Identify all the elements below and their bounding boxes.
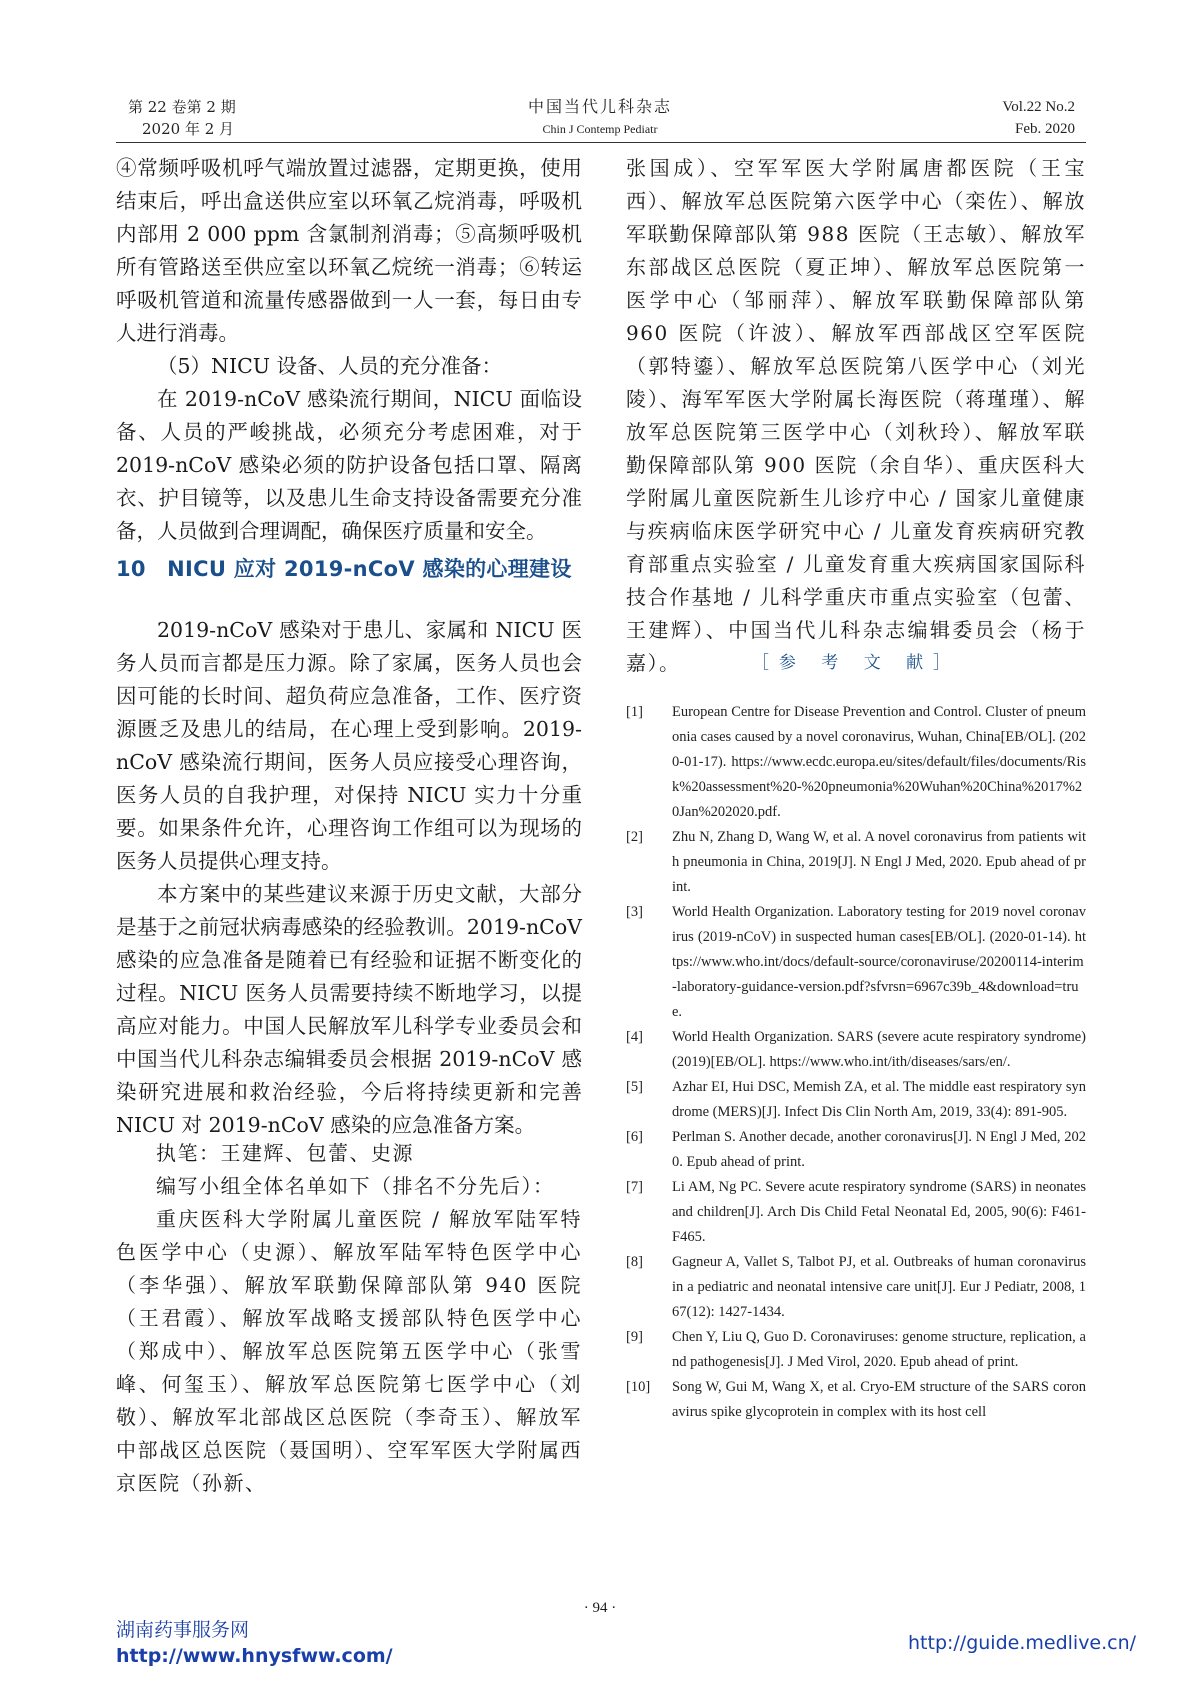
journal-issue-info <box>128 96 328 140</box>
page-number: · 94 · <box>583 1600 617 1616</box>
site-name: 湖南药事服务网 <box>116 1619 250 1641</box>
references-title: ［参 考 文 献］ <box>751 653 961 673</box>
journal-title-en: Chin J Contemp Pediatr <box>542 122 658 136</box>
reference-list <box>626 700 1086 1425</box>
reference-item <box>626 1175 1086 1250</box>
reference-number: [1] <box>626 704 643 720</box>
member-list-continued: 张国成）、空军军医大学附属唐都医院（王宝西）、解放军总医院第六医学中心（栾佐）、解放军联勤保障部队第 988 医院（王志敏）、解放军东部战区总医院（夏正坤）、解放军总医院第一医学中心（邹丽萍）、解放军联勤保障部队第 960 医院（许波）、解放军西部战区空军医院（郭特鎏）、解放军总医院第八医学中心（刘光陵）、海军军医大学附属长海医院（蒋瑾瑾）、解放军总医院第三医学中心（刘秋玲）、解放军联勤保障部队第 900 医院（余自华）、重庆医科大学附属儿童医院新生儿诊疗中心 / 国家儿童健康与疾病临床医学研究中心 / 儿童发育疾病研究教育部重点实验室 / 儿童发育重大疾病国家国际科技合作基地 / 儿科学重庆市重点实验室（包蕾、王建辉）、中国当代儿科杂志编辑委员会（杨于嘉）。 <box>626 156 1086 675</box>
reference-text: Azhar EI, Hui DSC, Memish ZA, et al. The middle east respiratory syndrome (MERS)[J]. Infect Dis Clin North Am, 2019, 33(4): 891-905. <box>672 1079 1086 1120</box>
journal-title-cn: 中国当代儿科杂志 <box>527 97 672 116</box>
journal-volume-en <box>940 96 1075 140</box>
paragraph: ④常频呼吸机呼气端放置过滤器，定期更换，使用结束后，呼出盒送供应室以环氧乙烷消毒，呼吸机内部用 2 000 ppm 含氯制剂消毒；⑤高频呼吸机所有管路送至供应室以环氧乙烷统一消毒；⑥转运呼吸机管道和流量传感器做到一人一套，每日由专人进行消毒。 <box>116 156 582 345</box>
reference-number: [4] <box>626 1029 643 1045</box>
reference-number: [8] <box>626 1254 643 1270</box>
reference-text: World Health Organization. SARS (severe acute respiratory syndrome) (2019)[EB/OL]. https://www.who.int/ith/diseases/sars/en/. <box>672 1029 1086 1070</box>
reference-item <box>626 1375 1086 1425</box>
paragraph: 在 2019-nCoV 感染流行期间，NICU 面临设备、人员的严峻挑战，必须充分考虑困难，对于 2019-nCoV 感染必须的防护设备包括口罩、隔离衣、护目镜等，以及患儿生命支持设备需要充分准备，人员做到合理调配，确保医疗质量和安全。 <box>116 387 582 543</box>
reference-number: [5] <box>626 1079 643 1095</box>
reference-text: Zhu N, Zhang D, Wang W, et al. A novel coronavirus from patients with pneumonia in China, 2019[J]. N Engl J Med, 2020. Epub ahead of print. <box>672 829 1086 895</box>
reference-text: Perlman S. Another decade, another coronavirus[J]. N Engl J Med, 2020. Epub ahead of print. <box>672 1129 1086 1170</box>
journal-title <box>440 96 760 140</box>
reference-item <box>626 900 1086 1025</box>
reference-number: [7] <box>626 1179 643 1195</box>
left-column-body <box>116 614 582 1142</box>
reference-text: Song W, Gui M, Wang X, et al. Cryo-EM structure of the SARS coronavirus spike glycoprotein in complex with its host cell <box>672 1379 1086 1420</box>
paragraph: 本方案中的某些建议来源于历史文献，大部分是基于之前冠状病毒感染的经验教训。2019-nCoV 感染的应急准备是随着已有经验和证据不断变化的过程。NICU 医务人员需要持续不断地学习，以提高应对能力。中国人民解放军儿科学专业委员会和中国当代儿科杂志编辑委员会根据 2019-nCoV 感染研究进展和救治经验，今后将持续更新和完善 NICU 对 2019-nCoV 感染的应急准备方案。 <box>116 882 582 1137</box>
reference-item <box>626 825 1086 900</box>
reference-text: Gagneur A, Vallet S, Talbot PJ, et al. Outbreaks of human coronavirus in a pediatric and neonatal intensive care unit[J]. Eur J Pediatr, 2008, 167(12): 1427-1434. <box>672 1254 1086 1320</box>
reference-number: [2] <box>626 829 643 845</box>
footer-url-link[interactable]: http://guide.medlive.cn/ <box>908 1632 1137 1654</box>
right-column <box>626 152 1086 680</box>
reference-item <box>626 1250 1086 1325</box>
author-block <box>116 1137 582 1500</box>
reference-text: Li AM, Ng PC. Severe acute respiratory syndrome (SARS) in neonates and children[J]. Arch Dis Child Fetal Neonatal Ed, 2005, 90(6): F461-F465. <box>672 1179 1086 1245</box>
paragraph: 2019-nCoV 感染对于患儿、家属和 NICU 医务人员而言都是压力源。除了家属，医务人员也会因可能的长时间、超负荷应急准备，工作、医疗资源匮乏及患儿的结局，在心理上受到影响。2019-nCoV 感染流行期间，医务人员应接受心理咨询，医务人员的自我护理，对保持 NICU 实力十分重要。如果条件允许，心理咨询工作组可以为现场的医务人员提供心理支持。 <box>116 618 582 873</box>
reference-item <box>626 700 1086 825</box>
reference-number: [3] <box>626 904 643 920</box>
site-url-link[interactable]: http://www.hnysfww.com/ <box>116 1645 393 1667</box>
reference-item <box>626 1075 1086 1125</box>
references-heading-wrap <box>626 648 1086 673</box>
reference-text: Chen Y, Liu Q, Guo D. Coronaviruses: genome structure, replication, and pathogenesis[J]. J Med Virol, 2020. Epub ahead of print. <box>672 1329 1086 1370</box>
reference-item <box>626 1325 1086 1375</box>
written-by: 执笔：王建辉、包蕾、史源 <box>156 1141 414 1165</box>
paragraph: （5）NICU 设备、人员的充分准备： <box>157 354 503 378</box>
reference-number: [6] <box>626 1129 643 1145</box>
left-column <box>116 152 582 548</box>
reference-text: European Centre for Disease Prevention and Control. Cluster of pneumonia cases caused by a novel coronavirus, Wuhan, China[EB/OL]. (2020-01-17). https://www.ecdc.europa.eu/sites/default/files/documents/Risk%20assessment%20-%20pneumonia%20Wuhan%20China%2017%20Jan%202020.pdf. <box>672 704 1086 820</box>
reference-item <box>626 1025 1086 1075</box>
reference-number: [9] <box>626 1329 643 1345</box>
footer-watermark-left <box>116 1617 393 1669</box>
reference-item <box>626 1125 1086 1175</box>
reference-number: [10] <box>626 1379 651 1395</box>
header-rule <box>116 142 1086 143</box>
group-list-intro: 编写小组全体名单如下（排名不分先后）： <box>156 1174 555 1198</box>
section-title: 10 NICU 应对 2019-nCoV 感染的心理建设 <box>116 557 572 581</box>
date-en: Feb. 2020 <box>1015 121 1075 137</box>
volume-en: Vol.22 No.2 <box>1002 99 1075 115</box>
issue-date: 2020 年 2 月 <box>142 120 235 138</box>
reference-text: World Health Organization. Laboratory testing for 2019 novel coronavirus (2019-nCoV) in suspected human cases[EB/OL]. (2020-01-14). https://www.who.int/docs/default-source/coronaviruse/20200114-interim-laboratory-guidance-version.pdf?sfvrsn=6967c39b_4&download=true. <box>672 904 1086 1020</box>
member-list: 重庆医科大学附属儿童医院 / 解放军陆军特色医学中心（史源）、解放军陆军特色医学中心（李华强）、解放军联勤保障部队第 940 医院（王君霞）、解放军战略支援部队特色医学中心（郑成中）、解放军总医院第五医学中心（张雪峰、何玺玉）、解放军总医院第七医学中心（刘敬）、解放军北部战区总医院（李奇玉）、解放军中部战区总医院（聂国明）、空军军医大学附属西京医院（孙新、 <box>116 1207 582 1495</box>
section-heading-wrap <box>116 554 582 584</box>
volume-issue: 第 22 卷第 2 期 <box>128 98 236 116</box>
